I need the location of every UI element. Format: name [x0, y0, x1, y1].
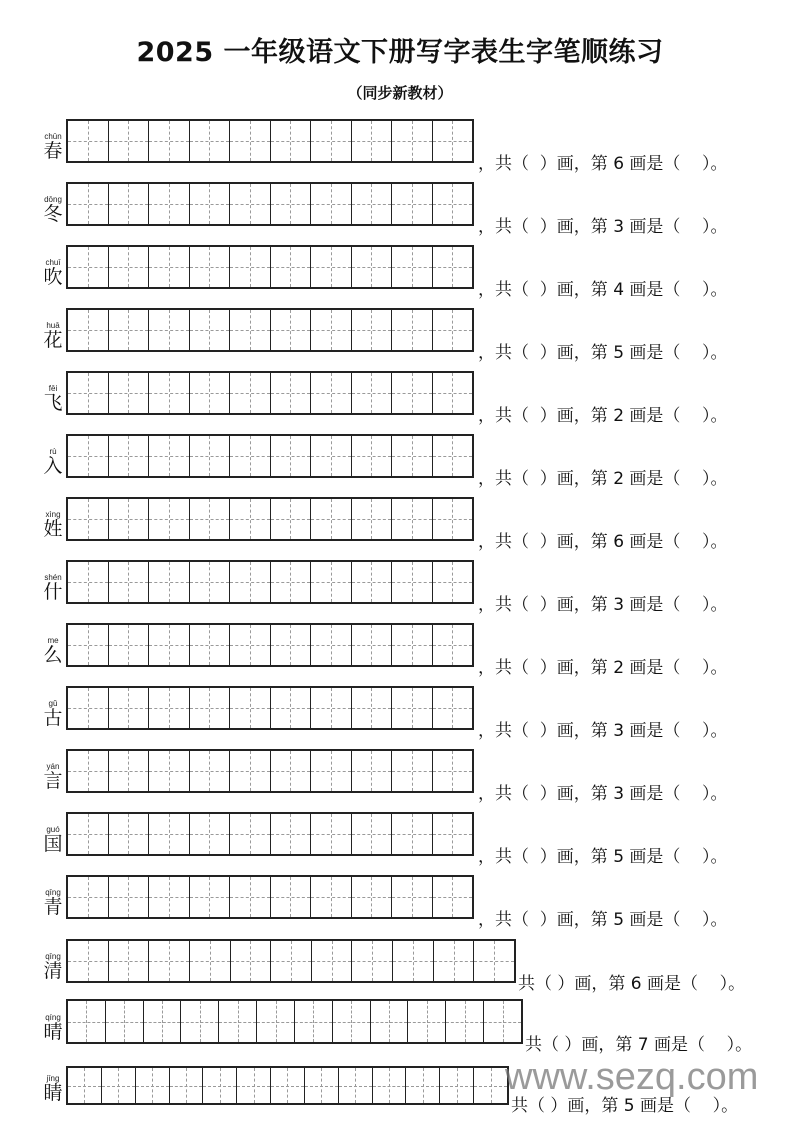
practice-row	[0, 623, 800, 679]
practice-row	[0, 999, 800, 1056]
character-label	[38, 825, 68, 854]
stroke-question: ，共（ ）画，第 6 画是（ ）。	[478, 154, 728, 174]
practice-row	[0, 245, 800, 301]
writing-cell[interactable]	[270, 877, 311, 917]
writing-cell[interactable]	[351, 436, 392, 476]
writing-cell[interactable]	[370, 1001, 408, 1042]
writing-cell[interactable]	[270, 121, 311, 161]
writing-cell[interactable]	[351, 499, 392, 539]
writing-cell[interactable]	[229, 310, 270, 350]
writing-cell[interactable]	[310, 751, 351, 791]
tianzige-grid	[66, 308, 474, 352]
writing-cell[interactable]	[230, 941, 271, 981]
hanzi-character: 什	[43, 581, 63, 603]
hanzi-character: 姓	[43, 518, 63, 540]
hanzi-character: 言	[43, 770, 63, 792]
writing-cell[interactable]	[189, 436, 230, 476]
writing-cell[interactable]	[351, 373, 392, 413]
writing-cell[interactable]	[229, 688, 270, 728]
writing-cell[interactable]	[229, 436, 270, 476]
writing-cell[interactable]	[432, 688, 473, 728]
writing-cell[interactable]	[202, 1068, 236, 1103]
writing-cell[interactable]	[189, 184, 230, 224]
writing-cell[interactable]	[391, 373, 432, 413]
character-label	[38, 195, 68, 224]
pinyin: guó	[46, 825, 60, 834]
writing-cell[interactable]	[432, 562, 473, 602]
writing-cell[interactable]	[310, 247, 351, 287]
writing-cell[interactable]	[68, 625, 108, 665]
writing-cell[interactable]	[445, 1001, 483, 1042]
writing-cell[interactable]	[108, 121, 149, 161]
writing-cell[interactable]	[229, 247, 270, 287]
character-label	[38, 952, 68, 981]
page-subtitle: （同步新教材）	[347, 84, 453, 102]
writing-cell[interactable]	[432, 121, 473, 161]
writing-cell[interactable]	[229, 814, 270, 854]
stroke-question: ，共（ ）画，第 3 画是（ ）。	[478, 784, 728, 804]
writing-cell[interactable]	[310, 436, 351, 476]
pinyin: gǔ	[48, 699, 58, 708]
tianzige-grid	[66, 371, 474, 415]
writing-cell[interactable]	[189, 247, 230, 287]
writing-cell[interactable]	[391, 625, 432, 665]
writing-cell[interactable]	[310, 121, 351, 161]
hanzi-character: 睛	[43, 1082, 63, 1104]
pinyin: shén	[44, 573, 62, 582]
tianzige-grid	[66, 245, 474, 289]
writing-cell[interactable]	[229, 625, 270, 665]
writing-cell[interactable]	[218, 1001, 256, 1042]
writing-cell[interactable]	[351, 310, 392, 350]
writing-cell[interactable]	[189, 877, 230, 917]
writing-cell[interactable]	[310, 310, 351, 350]
pinyin: chuī	[45, 258, 61, 267]
writing-cell[interactable]	[432, 877, 473, 917]
tianzige-grid	[66, 999, 523, 1044]
stroke-question: 共（ ）画，第 6 画是（ ）。	[518, 974, 746, 994]
character-label	[38, 510, 68, 539]
practice-row	[0, 182, 800, 238]
writing-cell[interactable]	[310, 814, 351, 854]
writing-cell[interactable]	[189, 688, 230, 728]
writing-cell[interactable]	[432, 499, 473, 539]
writing-cell[interactable]	[432, 436, 473, 476]
writing-cell[interactable]	[68, 751, 108, 791]
writing-cell[interactable]	[148, 121, 189, 161]
pinyin: fēi	[48, 384, 58, 393]
writing-cell[interactable]	[169, 1068, 203, 1103]
writing-cell[interactable]	[432, 310, 473, 350]
writing-cell[interactable]	[108, 562, 149, 602]
writing-cell[interactable]	[270, 688, 311, 728]
writing-cell[interactable]	[439, 1068, 473, 1103]
writing-cell[interactable]	[229, 499, 270, 539]
writing-cell[interactable]	[68, 877, 108, 917]
tianzige-grid	[66, 749, 474, 793]
stroke-question: ，共（ ）画，第 4 画是（ ）。	[478, 280, 728, 300]
writing-cell[interactable]	[148, 247, 189, 287]
writing-cell[interactable]	[310, 688, 351, 728]
character-label	[38, 132, 68, 161]
hanzi-character: 么	[43, 644, 63, 666]
writing-cell[interactable]	[189, 941, 230, 981]
writing-cell[interactable]	[407, 1001, 445, 1042]
writing-cell[interactable]	[108, 814, 149, 854]
stroke-question: ，共（ ）画，第 2 画是（ ）。	[478, 406, 728, 426]
writing-cell[interactable]	[310, 184, 351, 224]
page-title: 2025 一年级语文下册写字表生字笔顺练习	[136, 37, 664, 68]
pinyin: qíng	[45, 1013, 61, 1022]
writing-cell[interactable]	[256, 1001, 294, 1042]
writing-cell[interactable]	[108, 310, 149, 350]
writing-cell[interactable]	[351, 877, 392, 917]
writing-cell[interactable]	[310, 562, 351, 602]
writing-cell[interactable]	[143, 1001, 181, 1042]
pinyin: jīng	[46, 1074, 60, 1083]
stroke-question: ，共（ ）画，第 2 画是（ ）。	[478, 469, 728, 489]
writing-cell[interactable]	[229, 121, 270, 161]
writing-cell[interactable]	[68, 688, 108, 728]
character-label	[38, 321, 68, 350]
writing-cell[interactable]	[148, 941, 189, 981]
writing-cell[interactable]	[148, 625, 189, 665]
hanzi-character: 春	[43, 140, 63, 162]
writing-cell[interactable]	[108, 751, 149, 791]
writing-cell[interactable]	[351, 751, 392, 791]
writing-cell[interactable]	[236, 1068, 270, 1103]
writing-cell[interactable]	[105, 1001, 143, 1042]
writing-cell[interactable]	[108, 625, 149, 665]
writing-cell[interactable]	[108, 941, 149, 981]
writing-cell[interactable]	[432, 184, 473, 224]
writing-cell[interactable]	[351, 121, 392, 161]
tianzige-grid	[66, 497, 474, 541]
writing-cell[interactable]	[68, 121, 108, 161]
writing-cell[interactable]	[108, 247, 149, 287]
writing-cell[interactable]	[391, 247, 432, 287]
stroke-question: ，共（ ）画，第 5 画是（ ）。	[478, 847, 728, 867]
writing-cell[interactable]	[433, 941, 474, 981]
stroke-question: ，共（ ）画，第 2 画是（ ）。	[478, 658, 728, 678]
writing-cell[interactable]	[405, 1068, 439, 1103]
writing-cell[interactable]	[229, 751, 270, 791]
writing-cell[interactable]	[148, 877, 189, 917]
hanzi-character: 飞	[43, 392, 63, 414]
stroke-question: 共（ ）画，第 7 画是（ ）。	[525, 1035, 753, 1055]
hanzi-character: 吹	[43, 266, 63, 288]
tianzige-grid	[66, 875, 474, 919]
writing-cell[interactable]	[473, 941, 514, 981]
character-label	[38, 447, 68, 476]
hanzi-character: 晴	[43, 1021, 63, 1043]
writing-cell[interactable]	[229, 562, 270, 602]
stroke-question: ，共（ ）画，第 6 画是（ ）。	[478, 532, 728, 552]
writing-cell[interactable]	[473, 1068, 507, 1103]
practice-row	[0, 371, 800, 427]
practice-row	[0, 308, 800, 364]
writing-cell[interactable]	[432, 814, 473, 854]
writing-cell[interactable]	[189, 625, 230, 665]
practice-row	[0, 812, 800, 868]
writing-cell[interactable]	[391, 877, 432, 917]
writing-cell[interactable]	[108, 184, 149, 224]
tianzige-grid	[66, 1066, 509, 1105]
writing-cell[interactable]	[189, 751, 230, 791]
writing-cell[interactable]	[338, 1068, 372, 1103]
writing-cell[interactable]	[310, 499, 351, 539]
writing-cell[interactable]	[189, 121, 230, 161]
hanzi-character: 花	[43, 329, 63, 351]
stroke-question: 共（ ）画，第 5 画是（ ）。	[511, 1096, 739, 1116]
writing-cell[interactable]	[432, 247, 473, 287]
writing-cell[interactable]	[332, 1001, 370, 1042]
stroke-question: ，共（ ）画，第 3 画是（ ）。	[478, 595, 728, 615]
writing-cell[interactable]	[148, 688, 189, 728]
writing-cell[interactable]	[101, 1068, 135, 1103]
practice-row	[0, 497, 800, 553]
pinyin: chūn	[44, 132, 62, 141]
writing-cell[interactable]	[68, 1068, 101, 1103]
writing-cell[interactable]	[351, 814, 392, 854]
writing-cell[interactable]	[108, 436, 149, 476]
hanzi-character: 国	[43, 833, 63, 855]
writing-cell[interactable]	[432, 751, 473, 791]
hanzi-character: 入	[43, 455, 63, 477]
tianzige-grid	[66, 560, 474, 604]
writing-cell[interactable]	[270, 310, 311, 350]
writing-cell[interactable]	[108, 373, 149, 413]
pinyin: xìng	[45, 510, 61, 519]
writing-cell[interactable]	[351, 941, 392, 981]
writing-cell[interactable]	[68, 941, 108, 981]
character-label	[38, 1013, 68, 1042]
writing-cell[interactable]	[351, 562, 392, 602]
tianzige-grid	[66, 434, 474, 478]
writing-cell[interactable]	[270, 499, 311, 539]
writing-cell[interactable]	[391, 814, 432, 854]
hanzi-character: 古	[43, 707, 63, 729]
character-label	[38, 258, 68, 287]
writing-cell[interactable]	[68, 247, 108, 287]
writing-cell[interactable]	[189, 373, 230, 413]
writing-cell[interactable]	[270, 751, 311, 791]
practice-row	[0, 875, 800, 931]
writing-cell[interactable]	[483, 1001, 521, 1042]
writing-cell[interactable]	[392, 941, 433, 981]
writing-cell[interactable]	[148, 184, 189, 224]
writing-cell[interactable]	[229, 184, 270, 224]
writing-cell[interactable]	[148, 499, 189, 539]
writing-cell[interactable]	[372, 1068, 406, 1103]
writing-cell[interactable]	[311, 941, 352, 981]
practice-row	[0, 686, 800, 742]
character-label	[38, 636, 68, 665]
writing-cell[interactable]	[310, 877, 351, 917]
writing-cell[interactable]	[68, 1001, 105, 1042]
practice-row	[0, 434, 800, 490]
writing-cell[interactable]	[351, 184, 392, 224]
character-label	[38, 384, 68, 413]
writing-cell[interactable]	[270, 436, 311, 476]
writing-cell[interactable]	[351, 247, 392, 287]
writing-cell[interactable]	[432, 373, 473, 413]
writing-cell[interactable]	[304, 1068, 338, 1103]
tianzige-grid	[66, 939, 516, 983]
writing-cell[interactable]	[391, 184, 432, 224]
writing-cell[interactable]	[351, 625, 392, 665]
writing-cell[interactable]	[68, 499, 108, 539]
writing-cell[interactable]	[270, 562, 311, 602]
pinyin: dōng	[44, 195, 62, 204]
writing-cell[interactable]	[391, 436, 432, 476]
writing-cell[interactable]	[391, 499, 432, 539]
hanzi-character: 青	[43, 896, 63, 918]
writing-cell[interactable]	[270, 814, 311, 854]
tianzige-grid	[66, 686, 474, 730]
writing-cell[interactable]	[270, 184, 311, 224]
tianzige-grid	[66, 119, 474, 163]
writing-cell[interactable]	[229, 373, 270, 413]
writing-cell[interactable]	[310, 373, 351, 413]
stroke-question: ，共（ ）画，第 3 画是（ ）。	[478, 217, 728, 237]
writing-cell[interactable]	[135, 1068, 169, 1103]
character-label	[38, 888, 68, 917]
writing-cell[interactable]	[294, 1001, 332, 1042]
writing-cell[interactable]	[270, 247, 311, 287]
practice-row	[0, 119, 800, 175]
writing-cell[interactable]	[270, 941, 311, 981]
writing-cell[interactable]	[108, 877, 149, 917]
writing-cell[interactable]	[189, 499, 230, 539]
tianzige-grid	[66, 623, 474, 667]
writing-cell[interactable]	[310, 625, 351, 665]
writing-cell[interactable]	[270, 373, 311, 413]
writing-cell[interactable]	[68, 814, 108, 854]
character-label	[38, 762, 68, 791]
stroke-question: ，共（ ）画，第 5 画是（ ）。	[478, 343, 728, 363]
writing-cell[interactable]	[68, 310, 108, 350]
writing-cell[interactable]	[180, 1001, 218, 1042]
tianzige-grid	[66, 182, 474, 226]
writing-cell[interactable]	[148, 814, 189, 854]
writing-cell[interactable]	[270, 625, 311, 665]
writing-cell[interactable]	[148, 310, 189, 350]
writing-cell[interactable]	[68, 562, 108, 602]
writing-cell[interactable]	[189, 310, 230, 350]
pinyin: qīng	[45, 888, 61, 897]
writing-cell[interactable]	[68, 436, 108, 476]
practice-row	[0, 749, 800, 805]
pinyin: huā	[46, 321, 60, 330]
character-label	[38, 699, 68, 728]
pinyin: rù	[49, 447, 57, 456]
writing-cell[interactable]	[351, 688, 392, 728]
writing-cell[interactable]	[391, 121, 432, 161]
writing-cell[interactable]	[391, 562, 432, 602]
writing-cell[interactable]	[229, 877, 270, 917]
writing-cell[interactable]	[148, 373, 189, 413]
hanzi-character: 清	[43, 960, 63, 982]
hanzi-character: 冬	[43, 203, 63, 225]
practice-row	[0, 939, 800, 995]
writing-cell[interactable]	[391, 310, 432, 350]
writing-cell[interactable]	[68, 373, 108, 413]
writing-cell[interactable]	[189, 562, 230, 602]
stroke-question: ，共（ ）画，第 5 画是（ ）。	[478, 910, 728, 930]
writing-cell[interactable]	[189, 814, 230, 854]
character-label	[38, 1074, 68, 1103]
practice-row	[0, 560, 800, 616]
stroke-question: ，共（ ）画，第 3 画是（ ）。	[478, 721, 728, 741]
writing-cell[interactable]	[148, 436, 189, 476]
watermark: www.sezq.com	[505, 1056, 759, 1098]
pinyin: me	[47, 636, 59, 645]
pinyin: qīng	[45, 952, 61, 961]
writing-cell[interactable]	[391, 688, 432, 728]
writing-cell[interactable]	[148, 562, 189, 602]
tianzige-grid	[66, 812, 474, 856]
character-label	[38, 573, 68, 602]
writing-cell[interactable]	[391, 751, 432, 791]
writing-cell[interactable]	[108, 688, 149, 728]
writing-cell[interactable]	[108, 499, 149, 539]
writing-cell[interactable]	[68, 184, 108, 224]
writing-cell[interactable]	[148, 751, 189, 791]
writing-cell[interactable]	[432, 625, 473, 665]
pinyin: yán	[46, 762, 60, 771]
writing-cell[interactable]	[270, 1068, 304, 1103]
